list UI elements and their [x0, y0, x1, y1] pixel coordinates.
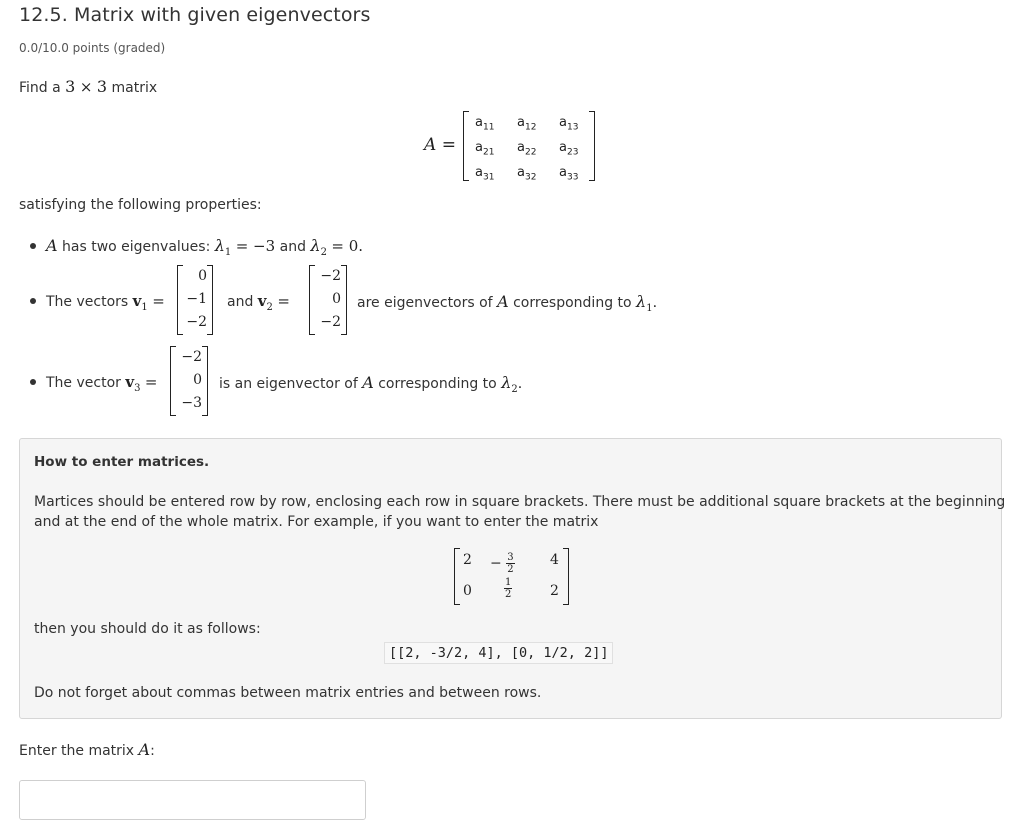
- vector-entry: −2: [320, 314, 341, 330]
- vector-entry: −2: [320, 268, 341, 284]
- bullet-eigenvectors-suffix: are eigenvectors of A corresponding to $\lambda_1$.: [357, 292, 658, 314]
- matrix-a-entry: $a_{31}$: [475, 165, 495, 183]
- vector-v1: [177, 265, 213, 335]
- bullet-eigenvalues: A has two eigenvalues: $\lambda_1 = -3$ and $\lambda_2 = 0$.: [46, 236, 364, 258]
- matrix-a-entry: $a_{33}$: [559, 165, 579, 183]
- answer-label: Enter the matrix A:: [19, 740, 155, 759]
- matrix-a-entry: $a_{23}$: [559, 140, 579, 158]
- bullet-eigenvectors-label: The vectors $v_1$ =: [46, 292, 165, 313]
- howto-heading: How to enter matrices.: [34, 454, 210, 470]
- vector-entry: 0: [332, 291, 341, 307]
- example-entry: − $\frac{3}{2}$: [490, 552, 514, 575]
- howto-paragraph-1: Martices should be entered row by row, enclosing each row in square brackets. There must be additional square brackets at the beginning: [34, 494, 1006, 510]
- matrix-a-entry: $a_{12}$: [517, 115, 537, 133]
- matrix-a-entry: $a_{22}$: [517, 140, 537, 158]
- intro-line: Find a 3 × 3 matrix: [19, 77, 158, 96]
- example-matrix: [454, 548, 569, 605]
- bullet-dot: [30, 243, 36, 249]
- vector-entry: −1: [186, 291, 207, 307]
- points-status: 0.0/10.0 points (graded): [19, 41, 166, 55]
- v2-label: and $v_2$ =: [227, 292, 290, 313]
- example-entry: $\frac{1}{2}$: [505, 577, 512, 600]
- example-entry: 0: [463, 583, 472, 599]
- problem-title: 12.5. Matrix with given eigenvectors: [19, 4, 371, 26]
- vector-entry: 0: [193, 372, 202, 388]
- example-entry: 2: [550, 583, 559, 599]
- howto-note: Do not forget about commas between matrix entries and between rows.: [34, 685, 542, 701]
- howto-paragraph-2: and at the end of the whole matrix. For example, if you want to enter the matrix: [34, 514, 599, 530]
- vector-entry: −2: [181, 349, 202, 365]
- bullet-v3-suffix: is an eigenvector of A corresponding to $\lambda_2$.: [219, 373, 523, 395]
- vector-entry: −3: [181, 395, 202, 411]
- howto-then: then you should do it as follows:: [34, 621, 261, 637]
- example-code: [[2, -3/2, 4], [0, 1/2, 2]]: [384, 642, 613, 664]
- matrix-a-entry: $a_{21}$: [475, 140, 495, 158]
- vector-entry: −2: [186, 314, 207, 330]
- matrix-a-label: A =: [424, 135, 456, 155]
- answer-input[interactable]: [19, 780, 366, 820]
- example-entry: 4: [550, 552, 559, 568]
- matrix-a: [463, 111, 595, 181]
- matrix-a-entry: $a_{13}$: [559, 115, 579, 133]
- example-entry: 2: [463, 552, 472, 568]
- properties-heading: satisfying the following properties:: [19, 197, 262, 213]
- vector-entry: 0: [198, 268, 207, 284]
- vector-v3: [170, 346, 208, 416]
- matrix-a-entry: $a_{11}$: [475, 115, 495, 133]
- vector-v2: [309, 265, 347, 335]
- bullet-dot: [30, 379, 36, 385]
- bullet-v3-label: The vector $v_3$ =: [46, 373, 158, 394]
- bullet-dot: [30, 298, 36, 304]
- matrix-a-entry: $a_{32}$: [517, 165, 537, 183]
